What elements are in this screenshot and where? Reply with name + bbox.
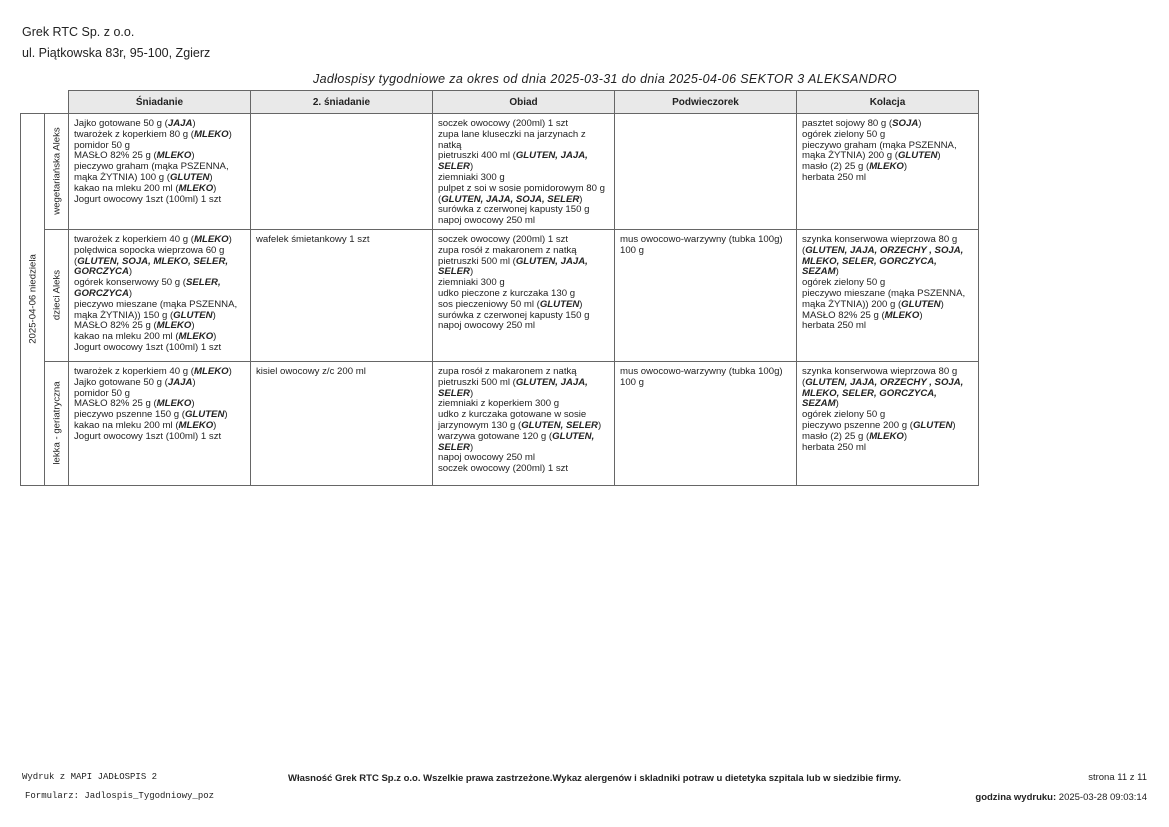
meal-line: (GLUTEN, JAJA, SOJA, SELER) bbox=[438, 193, 583, 205]
meal-line: (GLUTEN, JAJA, ORZECHY , SOJA, bbox=[802, 244, 964, 256]
meal-line: napoj owocowy 250 ml bbox=[438, 215, 536, 227]
allergen-label: SELER bbox=[438, 441, 470, 453]
allergen-label: GLUTEN, JAJA, SOJA, SELER bbox=[441, 193, 580, 205]
meal-line: ziemniaki 300 g bbox=[438, 277, 505, 289]
meal-text bbox=[251, 114, 432, 121]
meal-line: mąka ŻYTNIA)) 150 g (GLUTEN) bbox=[74, 309, 216, 321]
meal-cell bbox=[615, 114, 797, 230]
meal-cell bbox=[615, 361, 797, 485]
meal-line: 100 g bbox=[620, 244, 645, 256]
allergen-label: MLEKO bbox=[156, 320, 192, 332]
meal-line: SELER) bbox=[438, 387, 474, 399]
meal-text bbox=[433, 230, 614, 334]
meal-line: pulpet z soi w sosie pomidorowym 80 g bbox=[438, 182, 605, 194]
meal-line: ziemniaki 300 g bbox=[438, 171, 505, 183]
meal-line: MASŁO 82% 25 g (MLEKO) bbox=[74, 398, 195, 410]
meal-line: pieczywo mieszane (mąka PSZENNA, bbox=[802, 287, 966, 299]
meal-line: pietruszki 500 ml (GLUTEN, JAJA, bbox=[438, 376, 588, 388]
meal-line: herbata 250 ml bbox=[802, 171, 866, 183]
meal-line: soczek owocowy (200ml) 1 szt bbox=[438, 118, 569, 129]
meal-line: MASŁO 82% 25 g (MLEKO) bbox=[74, 150, 195, 162]
column-header-breakfast: Śniadanie bbox=[69, 91, 251, 114]
allergen-label: GLUTEN, JAJA, bbox=[515, 255, 588, 267]
page-number: strona 11 z 11 bbox=[1088, 772, 1147, 783]
meal-text bbox=[615, 362, 796, 391]
meal-line: kakao na mleku 200 ml (MLEKO) bbox=[74, 331, 217, 343]
allergen-label: MLEKO bbox=[193, 365, 229, 377]
meal-cell bbox=[433, 114, 615, 230]
allergen-label: MLEKO bbox=[869, 430, 904, 442]
meal-line: SELER) bbox=[438, 161, 474, 173]
column-header-afternoon-snack: Podwieczorek bbox=[615, 91, 797, 114]
diet-label: lekka - geriatryczna bbox=[51, 381, 62, 466]
meal-line: SELER) bbox=[438, 441, 474, 453]
meal-cell bbox=[615, 229, 797, 361]
diet-cell bbox=[45, 114, 69, 230]
allergen-label: GLUTEN, SELER bbox=[521, 419, 598, 431]
meal-cell bbox=[251, 361, 433, 485]
meal-line: MASŁO 82% 25 g (MLEKO) bbox=[74, 320, 195, 332]
meal-line: warzywa gotowane 120 g (GLUTEN, bbox=[438, 430, 595, 442]
meal-line: mąka ŻYTNIA) 100 g (GLUTEN) bbox=[74, 171, 213, 183]
table-row bbox=[21, 361, 979, 485]
meal-line: udko pieczone z kurczaka 130 g bbox=[438, 287, 576, 299]
meal-line: pietruszki 400 ml (GLUTEN, JAJA, bbox=[438, 150, 588, 162]
company-address: ul. Piątkowska 83r, 95-100, Zgierz bbox=[22, 46, 211, 60]
meal-line: surówka z czerwonej kapusty 150 g bbox=[438, 309, 590, 321]
meal-line: ogórek zielony 50 g bbox=[802, 277, 886, 289]
meal-line: szynka konserwowa wieprzowa 80 g bbox=[802, 233, 958, 245]
allergen-label: GLUTEN bbox=[897, 150, 938, 162]
meal-line: ogórek zielony 50 g bbox=[802, 128, 886, 140]
allergen-label: SELER bbox=[438, 266, 470, 278]
meal-line: GORCZYCA) bbox=[74, 287, 133, 299]
meal-line: MASŁO 82% 25 g (MLEKO) bbox=[802, 309, 923, 321]
meal-line: ziemniaki z koperkiem 300 g bbox=[438, 398, 560, 410]
print-time-label: godzina wydruku: bbox=[975, 792, 1057, 803]
allergen-label: MLEKO bbox=[178, 182, 214, 194]
meal-line: masło (2) 25 g (MLEKO) bbox=[802, 430, 908, 442]
allergen-label: MLEKO, SELER, GORCZYCA, SEZAM bbox=[802, 255, 937, 278]
company-block bbox=[22, 22, 210, 64]
meal-line: kakao na mleku 200 ml (MLEKO) bbox=[74, 419, 217, 431]
diet-cell bbox=[45, 229, 69, 361]
print-time-value: 2025-03-28 09:03:14 bbox=[1058, 792, 1147, 803]
allergen-label: GLUTEN, bbox=[552, 430, 595, 442]
form-name: Formularz: Jadlospis_Tygodniowy_poz bbox=[25, 791, 215, 801]
meal-line: pieczywo graham (mąka PSZENNA, bbox=[802, 139, 957, 151]
meal-line: surówka z czerwonej kapusty 150 g bbox=[438, 204, 590, 216]
page-title: Jadłospisy tygodniowe za okres od dnia 2025-03-31 do dnia 2025-04-06 SEKTOR 3 ALEKSANDRO bbox=[313, 72, 897, 86]
meal-text bbox=[69, 362, 250, 445]
meal-line: (GLUTEN, SOJA, MLEKO, SELER, bbox=[74, 255, 229, 267]
allergen-label: MLEKO bbox=[193, 233, 229, 245]
allergen-label: MLEKO bbox=[156, 150, 192, 162]
meal-line: soczek owocowy (200ml) 1 szt bbox=[438, 463, 569, 475]
company-name: Grek RTC Sp. z o.o. bbox=[22, 25, 135, 39]
meal-text bbox=[69, 230, 250, 356]
meal-line: sos pieczeniowy 50 ml (GLUTEN) bbox=[438, 298, 583, 310]
meal-line: jarzynowym 130 g (GLUTEN, SELER) bbox=[438, 419, 602, 431]
meal-line: herbata 250 ml bbox=[802, 320, 866, 332]
meal-line: pieczywo pszenne 150 g (GLUTEN) bbox=[74, 409, 228, 421]
table-row bbox=[21, 114, 979, 230]
copyright-notice: Własność Grek RTC Sp.z o.o. Wszelkie prawa zastrzeżone.Wykaz alergenów i skladniki potraw u dietetyka szpitala lub w siedzibie firmy. bbox=[288, 773, 902, 784]
meal-line: Jajko gotowane 50 g (JAJA) bbox=[74, 376, 196, 388]
allergen-label: GLUTEN bbox=[173, 309, 213, 321]
diet-label: dzieci Aleks bbox=[51, 270, 62, 321]
meal-line: pasztet sojowy 80 g (SOJA) bbox=[802, 118, 922, 129]
meal-line: polędwica sopocka wieprzowa 60 g bbox=[74, 244, 225, 256]
meal-line: zupa rosół z makaronem z natką bbox=[438, 244, 577, 256]
meal-line: udko z kurczaka gotowane w sosie bbox=[438, 409, 587, 421]
meal-line: ogórek konserwowy 50 g (SELER, bbox=[74, 277, 221, 289]
allergen-label: SOJA bbox=[892, 118, 919, 129]
meal-line: mus owocowo-warzywny (tubka 100g) bbox=[620, 233, 783, 245]
allergen-label: GLUTEN, JAJA, bbox=[515, 376, 588, 388]
meal-line: twarożek z koperkiem 40 g (MLEKO) bbox=[74, 365, 232, 377]
meal-text bbox=[69, 114, 250, 207]
meal-text bbox=[251, 362, 432, 380]
meal-line: MLEKO, SELER, GORCZYCA, SEZAM) bbox=[802, 387, 937, 410]
meal-line: mąka ŻYTNIA) 200 g (GLUTEN) bbox=[802, 150, 941, 162]
allergen-label: MLEKO bbox=[178, 331, 214, 343]
allergen-label: GLUTEN, JAJA, bbox=[515, 150, 588, 162]
meal-cell bbox=[251, 114, 433, 230]
header-spacer bbox=[21, 91, 69, 114]
allergen-label: MLEKO bbox=[884, 309, 920, 321]
allergen-label: GORCZYCA bbox=[74, 287, 129, 299]
meal-cell bbox=[433, 361, 615, 485]
meal-line: MLEKO, SELER, GORCZYCA, SEZAM) bbox=[802, 255, 937, 278]
column-header-second-breakfast: 2. śniadanie bbox=[251, 91, 433, 114]
allergen-label: GLUTEN bbox=[539, 298, 580, 310]
allergen-label: MLEKO bbox=[193, 128, 229, 140]
column-header-lunch: Obiad bbox=[433, 91, 615, 114]
allergen-label: SELER bbox=[438, 387, 470, 399]
allergen-label: GORCZYCA bbox=[74, 266, 129, 278]
meal-cell bbox=[69, 361, 251, 485]
column-header-dinner: Kolacja bbox=[797, 91, 979, 114]
column-header-row bbox=[21, 91, 979, 114]
meal-line: mąka ŻYTNIA)) 200 g (GLUTEN) bbox=[802, 298, 944, 310]
meal-line: zupa rosół z makaronem z natką bbox=[438, 365, 577, 377]
meal-line: kakao na mleku 200 ml (MLEKO) bbox=[74, 182, 217, 194]
allergen-label: MLEKO bbox=[178, 419, 214, 431]
meal-text bbox=[797, 114, 978, 186]
meal-line: ogórek zielony 50 g bbox=[802, 409, 886, 421]
menu-table bbox=[20, 90, 979, 486]
meal-line: pomidor 50 g bbox=[74, 387, 130, 399]
meal-text bbox=[433, 114, 614, 229]
meal-line: pieczywo mieszane (mąka PSZENNA, bbox=[74, 298, 238, 310]
print-source: Wydruk z MAPI JADŁOSPIS 2 bbox=[22, 772, 158, 782]
meal-line: Jogurt owocowy 1szt (100ml) 1 szt bbox=[74, 341, 222, 353]
meal-text bbox=[797, 230, 978, 334]
meal-line: 100 g bbox=[620, 376, 645, 388]
meal-line: masło (2) 25 g (MLEKO) bbox=[802, 161, 908, 173]
meal-cell bbox=[69, 114, 251, 230]
allergen-label: GLUTEN, SOJA, MLEKO, SELER, bbox=[77, 255, 229, 267]
meal-text bbox=[615, 114, 796, 121]
meal-line: wafelek śmietankowy 1 szt bbox=[256, 233, 370, 245]
meal-line: zupa lane kluseczki na jarzynach z natką bbox=[438, 128, 586, 151]
meal-cell bbox=[251, 229, 433, 361]
meal-line: Jogurt owocowy 1szt (100ml) 1 szt bbox=[74, 430, 222, 442]
meal-line: twarożek z koperkiem 80 g (MLEKO) bbox=[74, 128, 232, 140]
allergen-label: GLUTEN bbox=[184, 409, 225, 421]
meal-cell bbox=[433, 229, 615, 361]
allergen-label: GLUTEN, JAJA, ORZECHY , SOJA, bbox=[805, 244, 964, 256]
meal-line: napoj owocowy 250 ml bbox=[438, 320, 536, 332]
meal-line: (GLUTEN, JAJA, ORZECHY , SOJA, bbox=[802, 376, 964, 388]
allergen-label: MLEKO bbox=[869, 161, 904, 173]
meal-line: napoj owocowy 250 ml bbox=[438, 452, 536, 464]
diet-label: wegetariańska Aleks bbox=[51, 127, 62, 216]
meal-line: mus owocowo-warzywny (tubka 100g) bbox=[620, 365, 783, 377]
meal-line: GORCZYCA) bbox=[74, 266, 133, 278]
date-label: 2025-04-06 niedziela bbox=[27, 254, 38, 345]
allergen-label: MLEKO, SELER, GORCZYCA, SEZAM bbox=[802, 387, 937, 410]
meal-line: twarożek z koperkiem 40 g (MLEKO) bbox=[74, 233, 232, 245]
meal-line: pietruszki 500 ml (GLUTEN, JAJA, bbox=[438, 255, 588, 267]
allergen-label: JAJA bbox=[167, 376, 193, 388]
meal-line: Jogurt owocowy 1szt (100ml) 1 szt bbox=[74, 193, 222, 205]
allergen-label: MLEKO bbox=[156, 398, 192, 410]
meal-text bbox=[797, 362, 978, 455]
meal-cell bbox=[797, 114, 979, 230]
allergen-label: GLUTEN bbox=[912, 419, 953, 431]
meal-line: pieczywo pszenne 200 g (GLUTEN) bbox=[802, 419, 956, 431]
allergen-label: SELER, bbox=[185, 277, 221, 289]
meal-line: soczek owocowy (200ml) 1 szt bbox=[438, 233, 569, 245]
meal-line: szynka konserwowa wieprzowa 80 g bbox=[802, 365, 958, 377]
meal-line: pieczywo graham (mąka PSZENNA, bbox=[74, 161, 229, 173]
meal-cell bbox=[797, 229, 979, 361]
meal-text bbox=[251, 230, 432, 248]
date-cell bbox=[21, 114, 45, 486]
meal-line: kisiel owocowy z/c 200 ml bbox=[256, 365, 366, 377]
meal-text bbox=[615, 230, 796, 259]
allergen-label: SELER bbox=[438, 161, 470, 173]
allergen-label: GLUTEN bbox=[901, 298, 941, 310]
meal-line: pomidor 50 g bbox=[74, 139, 130, 151]
print-time bbox=[975, 792, 1147, 803]
meal-text bbox=[433, 362, 614, 477]
meal-cell bbox=[797, 361, 979, 485]
meal-line: herbata 250 ml bbox=[802, 441, 866, 453]
allergen-label: JAJA bbox=[167, 118, 193, 129]
allergen-label: GLUTEN, JAJA, ORZECHY , SOJA, bbox=[805, 376, 964, 388]
meal-cell bbox=[69, 229, 251, 361]
diet-cell bbox=[45, 361, 69, 485]
table-row bbox=[21, 229, 979, 361]
meal-line: Jajko gotowane 50 g (JAJA) bbox=[74, 118, 196, 129]
allergen-label: GLUTEN bbox=[169, 171, 210, 183]
meal-line: SELER) bbox=[438, 266, 474, 278]
